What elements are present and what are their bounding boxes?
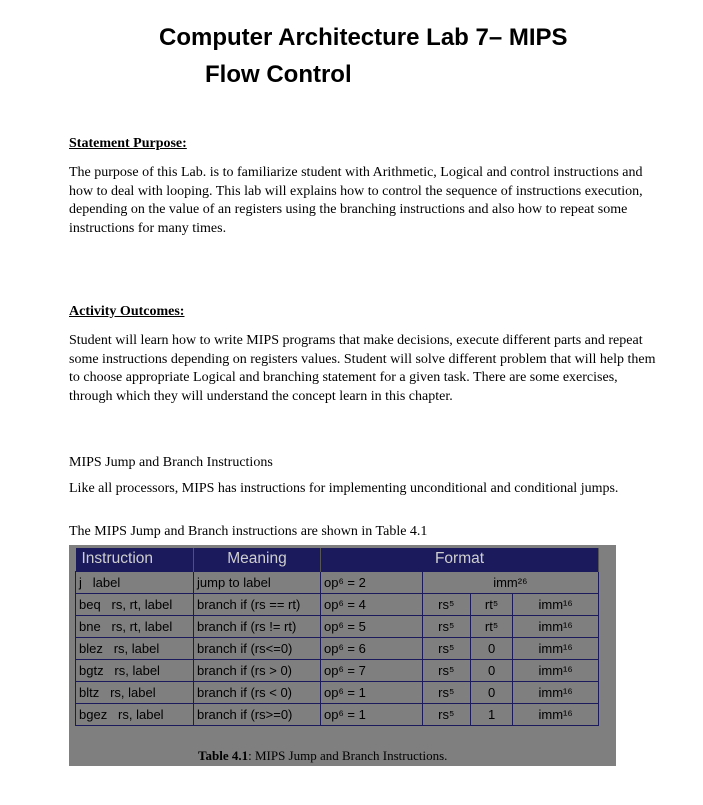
instruction-args: rs, label <box>110 684 156 700</box>
instruction-opcode: bgtz <box>79 662 104 678</box>
rt-cell <box>470 659 512 681</box>
imm-text: imm¹⁶ <box>538 618 573 634</box>
table-header-row <box>76 548 599 571</box>
table-caption-label: Table 4.1 <box>198 748 249 763</box>
meaning-text: branch if (rs == rt) <box>197 596 301 612</box>
instruction-cell <box>76 637 194 659</box>
instruction-args: rs, label <box>118 706 164 722</box>
imm-text: imm²⁶ <box>493 574 528 590</box>
rs-cell <box>422 593 470 615</box>
rs-cell <box>422 637 470 659</box>
meaning-cell <box>194 615 321 637</box>
instruction-args: rs, rt, label <box>111 596 173 612</box>
imm-text: imm¹⁶ <box>538 640 573 656</box>
imm-text: imm¹⁶ <box>538 684 573 700</box>
meaning-cell <box>194 571 321 593</box>
instruction-cell <box>76 681 194 703</box>
header-instruction: Instruction <box>76 548 194 571</box>
table-row <box>76 681 599 703</box>
activity-outcomes-heading: Activity Outcomes: <box>69 304 185 319</box>
rt-text: rt⁵ <box>484 618 499 634</box>
opcode-text: op⁶ = 6 <box>324 640 366 656</box>
rs-text: rs⁵ <box>438 706 455 722</box>
opcode-cell <box>321 637 423 659</box>
table-row <box>76 571 599 593</box>
imm-cell <box>513 681 599 703</box>
rs-text: rs⁵ <box>438 684 455 700</box>
meaning-text: jump to label <box>197 574 271 590</box>
table-caption-text: : MIPS Jump and Branch Instructions. <box>248 748 448 763</box>
imm-text: imm¹⁶ <box>538 662 573 678</box>
instruction-opcode: beq <box>79 596 101 612</box>
rt-text: rt⁵ <box>484 596 499 612</box>
imm-cell <box>422 571 598 593</box>
imm-text: imm¹⁶ <box>538 596 573 612</box>
rt-text: 0 <box>487 640 496 656</box>
rt-cell <box>470 703 512 725</box>
meaning-text: branch if (rs<=0) <box>197 640 293 656</box>
rt-cell <box>470 637 512 659</box>
instruction-cell <box>76 615 194 637</box>
meaning-text: branch if (rs < 0) <box>197 684 293 700</box>
rs-text: rs⁵ <box>438 640 455 656</box>
imm-text: imm¹⁶ <box>538 706 573 722</box>
meaning-cell <box>194 637 321 659</box>
opcode-text: op⁶ = 4 <box>324 596 366 612</box>
instruction-opcode: j <box>79 574 82 590</box>
opcode-cell <box>321 703 423 725</box>
rs-cell <box>422 703 470 725</box>
meaning-cell <box>194 703 321 725</box>
opcode-cell <box>321 571 423 593</box>
opcode-text: op⁶ = 1 <box>324 706 366 722</box>
opcode-cell <box>321 659 423 681</box>
statement-purpose-body: The purpose of this Lab. is to familiarize student with Arithmetic, Logical and control instructions and how to deal with looping. This lab will explains how to control the sequence of instructions execution, depending on the value of an registers using the branching instructions and also how to repeat some instructions for many times. <box>69 165 643 236</box>
instruction-opcode: bgez <box>79 706 108 722</box>
imm-cell <box>513 659 599 681</box>
imm-cell <box>513 703 599 725</box>
opcode-cell <box>321 615 423 637</box>
instruction-cell <box>76 571 194 593</box>
instruction-cell <box>76 659 194 681</box>
meaning-text: branch if (rs > 0) <box>197 662 293 678</box>
instruction-opcode: blez <box>79 640 103 656</box>
table-row <box>76 615 599 637</box>
imm-cell <box>513 637 599 659</box>
meaning-text: branch if (rs>=0) <box>197 706 293 722</box>
rt-text: 1 <box>487 706 496 722</box>
rt-cell <box>470 615 512 637</box>
rs-cell <box>422 659 470 681</box>
instruction-opcode: bne <box>79 618 101 634</box>
statement-purpose-heading: Statement Purpose: <box>69 136 187 151</box>
header-format: Format <box>321 548 599 571</box>
instruction-args: label <box>92 574 121 590</box>
imm-cell <box>513 593 599 615</box>
instruction-cell <box>76 593 194 615</box>
rs-cell <box>422 681 470 703</box>
mips-jump-branch-table <box>75 548 599 726</box>
rt-text: 0 <box>487 684 496 700</box>
rt-cell <box>470 681 512 703</box>
instruction-args: rs, label <box>113 640 160 656</box>
rs-cell <box>422 615 470 637</box>
meaning-cell <box>194 681 321 703</box>
opcode-text: op⁶ = 7 <box>324 662 366 678</box>
table-caption <box>198 748 447 764</box>
activity-outcomes-body: Student will learn how to write MIPS programs that make decisions, execute different parts and repeat some instructions depending on registers values. Student will solve different problem that will help them to choose appropriate Logical and branching statement for a given task. There are some exercises, through which they will understand the concept learn in this chapter. <box>69 333 656 404</box>
instruction-args: rs, rt, label <box>111 618 173 634</box>
instruction-args: rs, label <box>114 662 160 678</box>
meaning-cell <box>194 593 321 615</box>
rt-cell <box>470 593 512 615</box>
imm-cell <box>513 615 599 637</box>
doc-title-line-2: Flow Control <box>205 61 352 88</box>
jump-branch-paragraph: Like all processors, MIPS has instructions for implementing unconditional and conditional jumps. <box>69 481 619 496</box>
rs-text: rs⁵ <box>438 596 455 612</box>
rt-text: 0 <box>487 662 496 678</box>
opcode-text: op⁶ = 2 <box>324 574 366 590</box>
opcode-cell <box>321 681 423 703</box>
meaning-cell <box>194 659 321 681</box>
table-row <box>76 593 599 615</box>
rs-text: rs⁵ <box>438 662 455 678</box>
instruction-cell <box>76 703 194 725</box>
instruction-opcode: bltz <box>79 684 100 700</box>
meaning-text: branch if (rs != rt) <box>197 618 297 634</box>
opcode-cell <box>321 593 423 615</box>
header-meaning: Meaning <box>194 548 321 571</box>
opcode-text: op⁶ = 5 <box>324 618 366 634</box>
table-intro-paragraph: The MIPS Jump and Branch instructions are shown in Table 4.1 <box>69 524 428 539</box>
jump-branch-heading: MIPS Jump and Branch Instructions <box>69 455 273 470</box>
doc-title-line-1: Computer Architecture Lab 7– MIPS <box>159 24 568 51</box>
table-row <box>76 637 599 659</box>
opcode-text: op⁶ = 1 <box>324 684 366 700</box>
table-row <box>76 659 599 681</box>
rs-text: rs⁵ <box>438 618 455 634</box>
table-row <box>76 703 599 725</box>
